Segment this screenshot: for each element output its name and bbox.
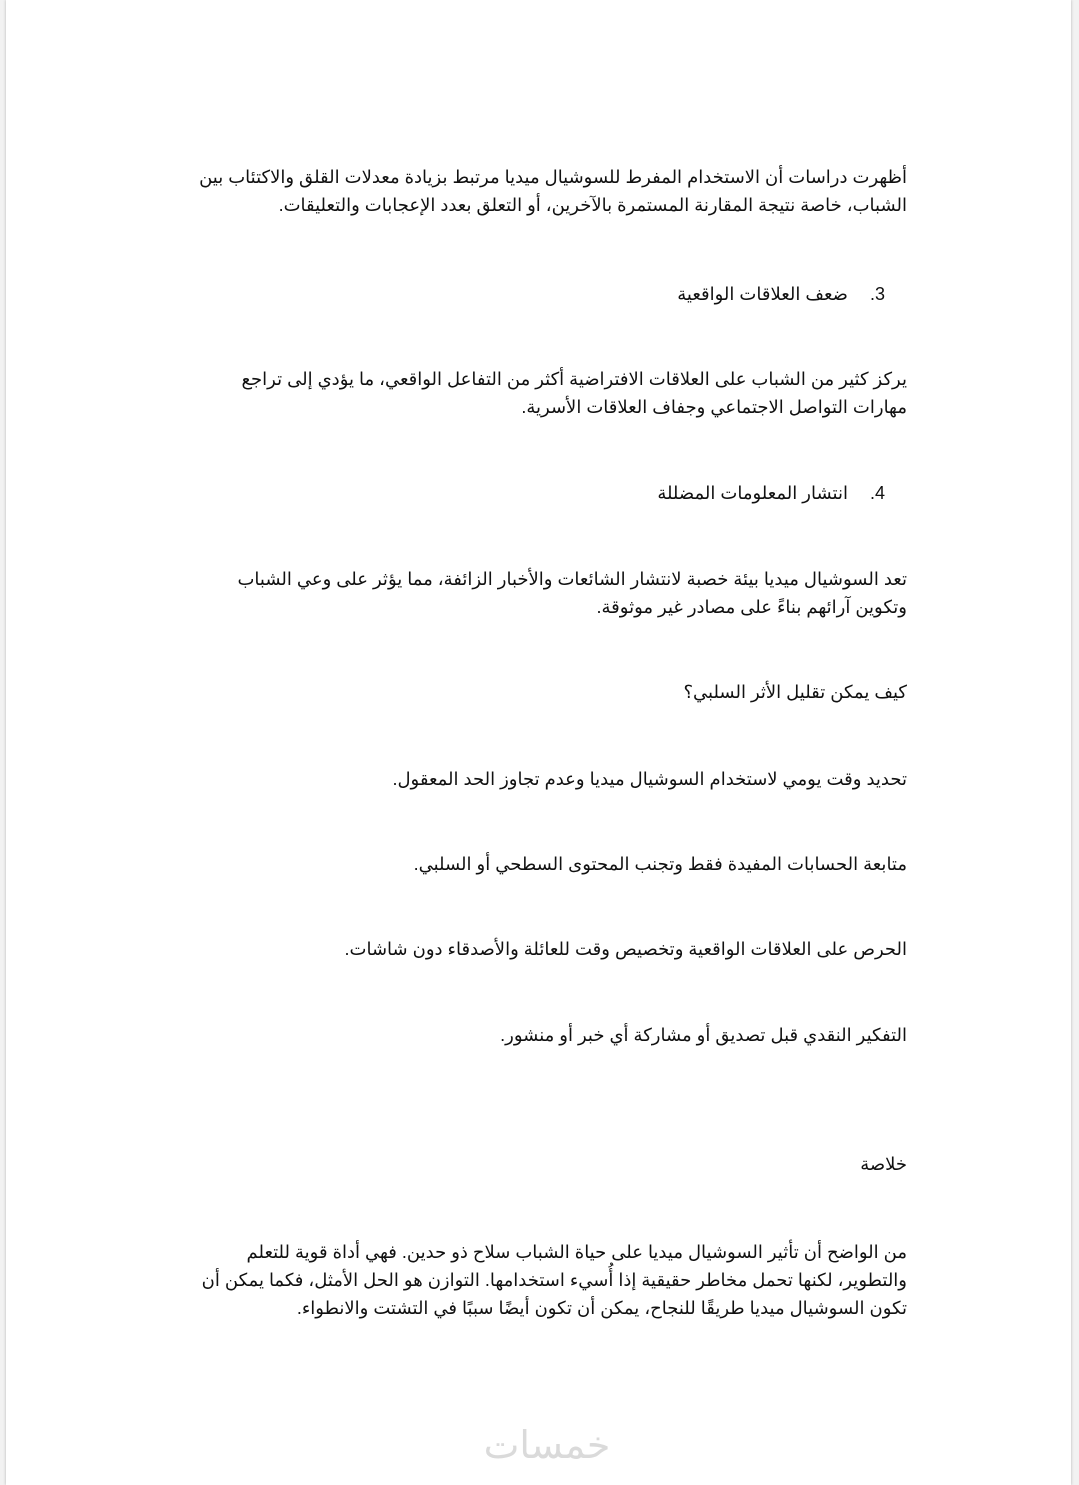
section-4-title: انتشار المعلومات المضللة <box>657 483 848 503</box>
section-4-number: 4. <box>869 483 885 503</box>
khamsat-watermark-logo: خمسات <box>483 1423 611 1467</box>
section-4-heading <box>657 479 885 507</box>
document-page <box>6 0 1071 1485</box>
tip-item: تحديد وقت يومي لاستخدام السوشيال ميديا وعدم تجاوز الحد المعقول. <box>392 769 907 789</box>
section-3-paragraph: يركز كثير من الشباب على العلاقات الافتراضية أكثر من التفاعل الواقعي، ما يؤدي إلى تراجع مهارات التواصل الاجتماعي وجفاف العلاقات الأسرية. <box>241 369 907 417</box>
conclusion-title: خلاصة <box>860 1154 907 1174</box>
document-content <box>6 0 1071 1485</box>
intro-paragraph: أظهرت دراسات أن الاستخدام المفرط للسوشيال ميديا مرتبط بزيادة معدلات القلق والاكتئاب بين الشباب، خاصة نتيجة المقارنة المستمرة بالآخرين، أو التعلق بعدد الإعجابات والتعليقات. <box>199 167 907 215</box>
conclusion-paragraph: من الواضح أن تأثير السوشيال ميديا على حياة الشباب سلاح ذو حدين. فهي أداة قوية للتعلم والتطوير، لكنها تحمل مخاطر حقيقية إذا أُسيء استخدامها. التوازن هو الحل الأمثل، فكما يمكن أن تكون السوشيال ميديا طريقًا للنجاح، يمكن أن تكون أيضًا سببًا في التشتت والانطواء. <box>201 1242 907 1318</box>
tip-item: الحرص على العلاقات الواقعية وتخصيص وقت للعائلة والأصدقاء دون شاشات. <box>344 939 907 959</box>
section-3-number: 3. <box>869 284 885 304</box>
section-4-paragraph: تعد السوشيال ميديا بيئة خصبة لانتشار الشائعات والأخبار الزائفة، مما يؤثر على وعي الشباب وتكوين آرائهم بناءً على مصادر غير موثوقة. <box>237 569 907 617</box>
reduce-question-heading: كيف يمكن تقليل الأثر السلبي؟ <box>683 682 907 702</box>
tip-item: متابعة الحسابات المفيدة فقط وتجنب المحتوى السطحي أو السلبي. <box>413 854 907 874</box>
section-3-heading <box>677 280 885 308</box>
section-3-title: ضعف العلاقات الواقعية <box>677 284 848 304</box>
tip-item: التفكير النقدي قبل تصديق أو مشاركة أي خبر أو منشور. <box>500 1025 907 1045</box>
